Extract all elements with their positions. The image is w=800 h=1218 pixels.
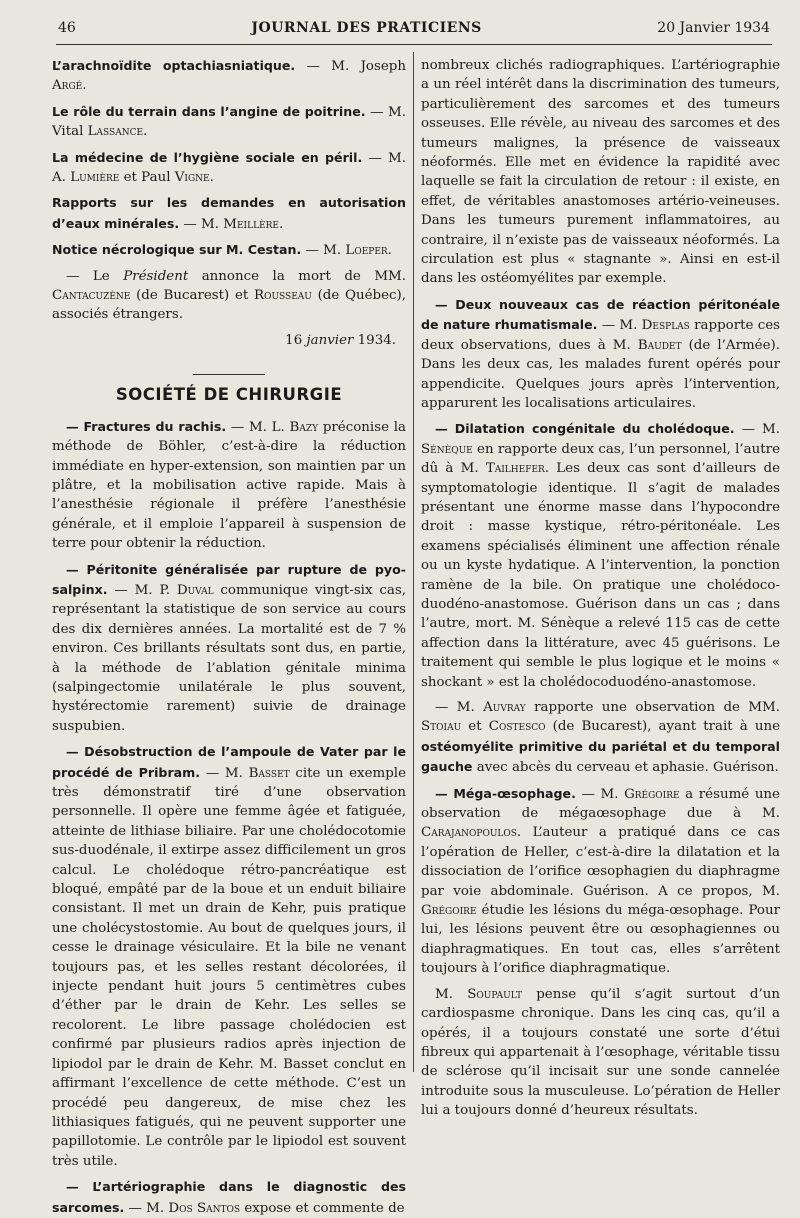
article-osteomyelite: — M. Auvray rapporte une observation de MM. Stoiau et Costesco (de Bucarest), ayant trait à une ostéomyélite primitive du pariétal et du temporal gauche avec abcès du cerveau et aphasie. Guérison. bbox=[421, 700, 781, 776]
article-arteriographie: — L’artériographie dans le diagnostic des sarcomes. — M. Dos Santos expose et commente de bbox=[52, 1179, 406, 1216]
page-number: 46 bbox=[58, 20, 76, 36]
article-soupault: M. Soupault pense qu’il s’agit surtout d’un cardiospasme chronique. Dans les cinq cas, qu’il a opérés, il a toujours constaté une sorte d’étui fibreux qui appartenait à l’œsophage, véritable tissu de sclérose qu’il incisait sur une sonde cannelée introduite sous la musculeuse. Lo’pération de Heller lui a toujours donné d’heureux résultats. bbox=[421, 986, 780, 1119]
agenda-item: Notice nécrologique sur M. Cestan. — M. Loeper. bbox=[52, 242, 392, 259]
section-heading: SOCIÉTÉ DE CHIRURGIE bbox=[115, 385, 343, 405]
agenda-item: Rapports sur les demandes en autorisation d’eaux minérales. — M. Meillère. bbox=[52, 195, 406, 232]
header-rule bbox=[56, 44, 772, 45]
article-vater: — Désobstruction de l’ampoule de Vater par le procédé de Pribram. — M. Basset cite un exemple très démonstratif tiré d’une observation personnelle. Il opère une femme âgée et fatiguée, atteinte de lithiase biliaire. Par une cholédocotomie sus-duodénale, il extirpe assez difficilement un gros calcul. Le cholédoque rétro-pancréatique est bloqué, empâté par de la boue et un enduit biliaire consistant. Il met un drain de Kehr, puis pratique une cholécystostomie. Au bout de quelques jours, il cesse le drainage vésiculaire. Et la bile ne venant toujours pas, et les selles restant décolorées, il injecte pendant huit jours 5 centimètres cubes d’éther par le drain de Kehr. Les selles se recolorent. Le libre passage cholédocien est confirmé par plusieurs radios après injection de lipiodol par le drain de Kehr. M. Basset conclut en affirmant l’excellence de cette méthode. C’est un procédé peu dangereux, de mise chez les lithiasiques fatigués, qui ne peuvent supporter une papillotomie. Le contrôle par le lipiodol est souvent très utile. bbox=[52, 744, 406, 1169]
president-announcement: — Le Président annonce la mort de MM. Cantacuzène (de Bucarest) et Rousseau (de Québec), associés étrangers. bbox=[52, 268, 406, 323]
column-divider bbox=[413, 52, 414, 1072]
left-column bbox=[52, 56, 407, 1216]
article-peritonite: — Péritonite généralisée par rupture de pyo-salpinx. — M. P. Duval communique vingt-six cas, représentant la statistique de son service au cours des dix dernières années. La mortalité est de 7 % environ. Ces brillants résultats sont dus, en partie, à la méthode de l’ablation génitale minima (salpingectomie unilatérale le plus souvent, hystérectomie rarement) suivie de drainage suspubien. bbox=[52, 561, 406, 734]
agenda-item: L’arachnoïdite optachiasniatique. — M. Joseph Argé. bbox=[52, 58, 406, 94]
agenda-item: Le rôle du terrain dans l’angine de poitrine. — M. Vital Lassance. bbox=[52, 103, 407, 140]
section-separator bbox=[193, 374, 265, 375]
article-reaction-peritoneale: — Deux nouveaux cas de réaction péritonéale de nature rhumatismale. — M. Desplas rapporte ces deux observations, dues à M. Baudet (de l’Armée). Dans les deux cas, les malades furent opérés pour appendicite. Quelques jours après l’intervention, apparurent les localisations articulaires. bbox=[421, 296, 781, 411]
agenda-item: La médecine de l’hygiène sociale en péril. — M. A. Lumière et Paul Vigne. bbox=[52, 149, 407, 186]
right-column bbox=[421, 56, 781, 1119]
page-header bbox=[58, 20, 770, 44]
arteriographie-continued: nombreux clichés radiographiques. L’artériographie a un réel intérêt dans la discrimination des tumeurs, particulièrement des sarcomes et des tumeurs osseuses. Elle révèle, au niveau des sarcomes et des tumeurs malignes, la présence de vaisseaux néoformés. Elle met en évidence la rapidité avec laquelle se fait la circulation de retour : il existe, en effet, de véritables anastomoses artério-veineuses. Dans les tumeurs purement inflammatoires, au contraire, il n’existe pas de vaisseaux néoformés. La circulation est plus « stagnante ». Ainsi en est-il dans les ostéomyélites par exemple. bbox=[421, 58, 780, 287]
article-mega-oesophage: — Méga-œsophage. — M. Grégoire a résumé une observation de mégaœsophage due à M. Carajanopoulos. L’auteur a pratiqué dans ce cas l’opération de Heller, c’est-à-dire la dilatation et la dissociation de l’orifice œsophagien du diaphragme par voie abdominale. Guérison. A ce propos, M. Grégoire étudie les lésions du méga-œsophage. Pour lui, les lésions peuvent être ou œsophagiennes ou diaphragmatiques. En tout cas, elles s’arrêtent toujours à l’orifice diaphragmatique. bbox=[421, 785, 780, 977]
article-dilatation: — Dilatation congénitale du cholédoque. — M. Sénèque en rapporte deux cas, l’un personnel, l’autre dû à M. Tailhefer. Les deux cas sont d’ailleurs de symptomatologie identique. Il s’agit de malades présentant une énorme masse dans l’hypocondre droit : masse kystique, rétro-péritonéale. Les examens spécialisés éliminent une affection rénale ou un kyste hydatique. A l’intervention, la ponction ramène de la bile. On pratique une cholédoco-duodéno-anastomose. Guérison dans un cas ; dans l’autre, mort. M. Sénèque a relevé 115 cas de cette affection dans la littérature, avec 45 guérisons. Le traitement qui semble le plus logique et le moins « shockant » est la cholédocoduodéno-anastomose. bbox=[421, 421, 780, 690]
journal-title: JOURNAL DES PRATICIENS bbox=[251, 20, 482, 36]
article-fractures: — Fractures du rachis. — M. L. Bazy préconise la méthode de Böhler, c’est-à-dire la réduction immédiate en hyper-extension, son maintien par un plâtre, et la mobilisation active rapide. Mais à l’anesthésie régionale il préfère l’anesthésie générale, et il emploie l’appareil à suspension de terre pour obtenir la réduction. bbox=[52, 418, 406, 552]
issue-date: 20 Janvier 1934 bbox=[657, 20, 770, 36]
session-date: 16 janvier 1934. bbox=[285, 332, 396, 348]
